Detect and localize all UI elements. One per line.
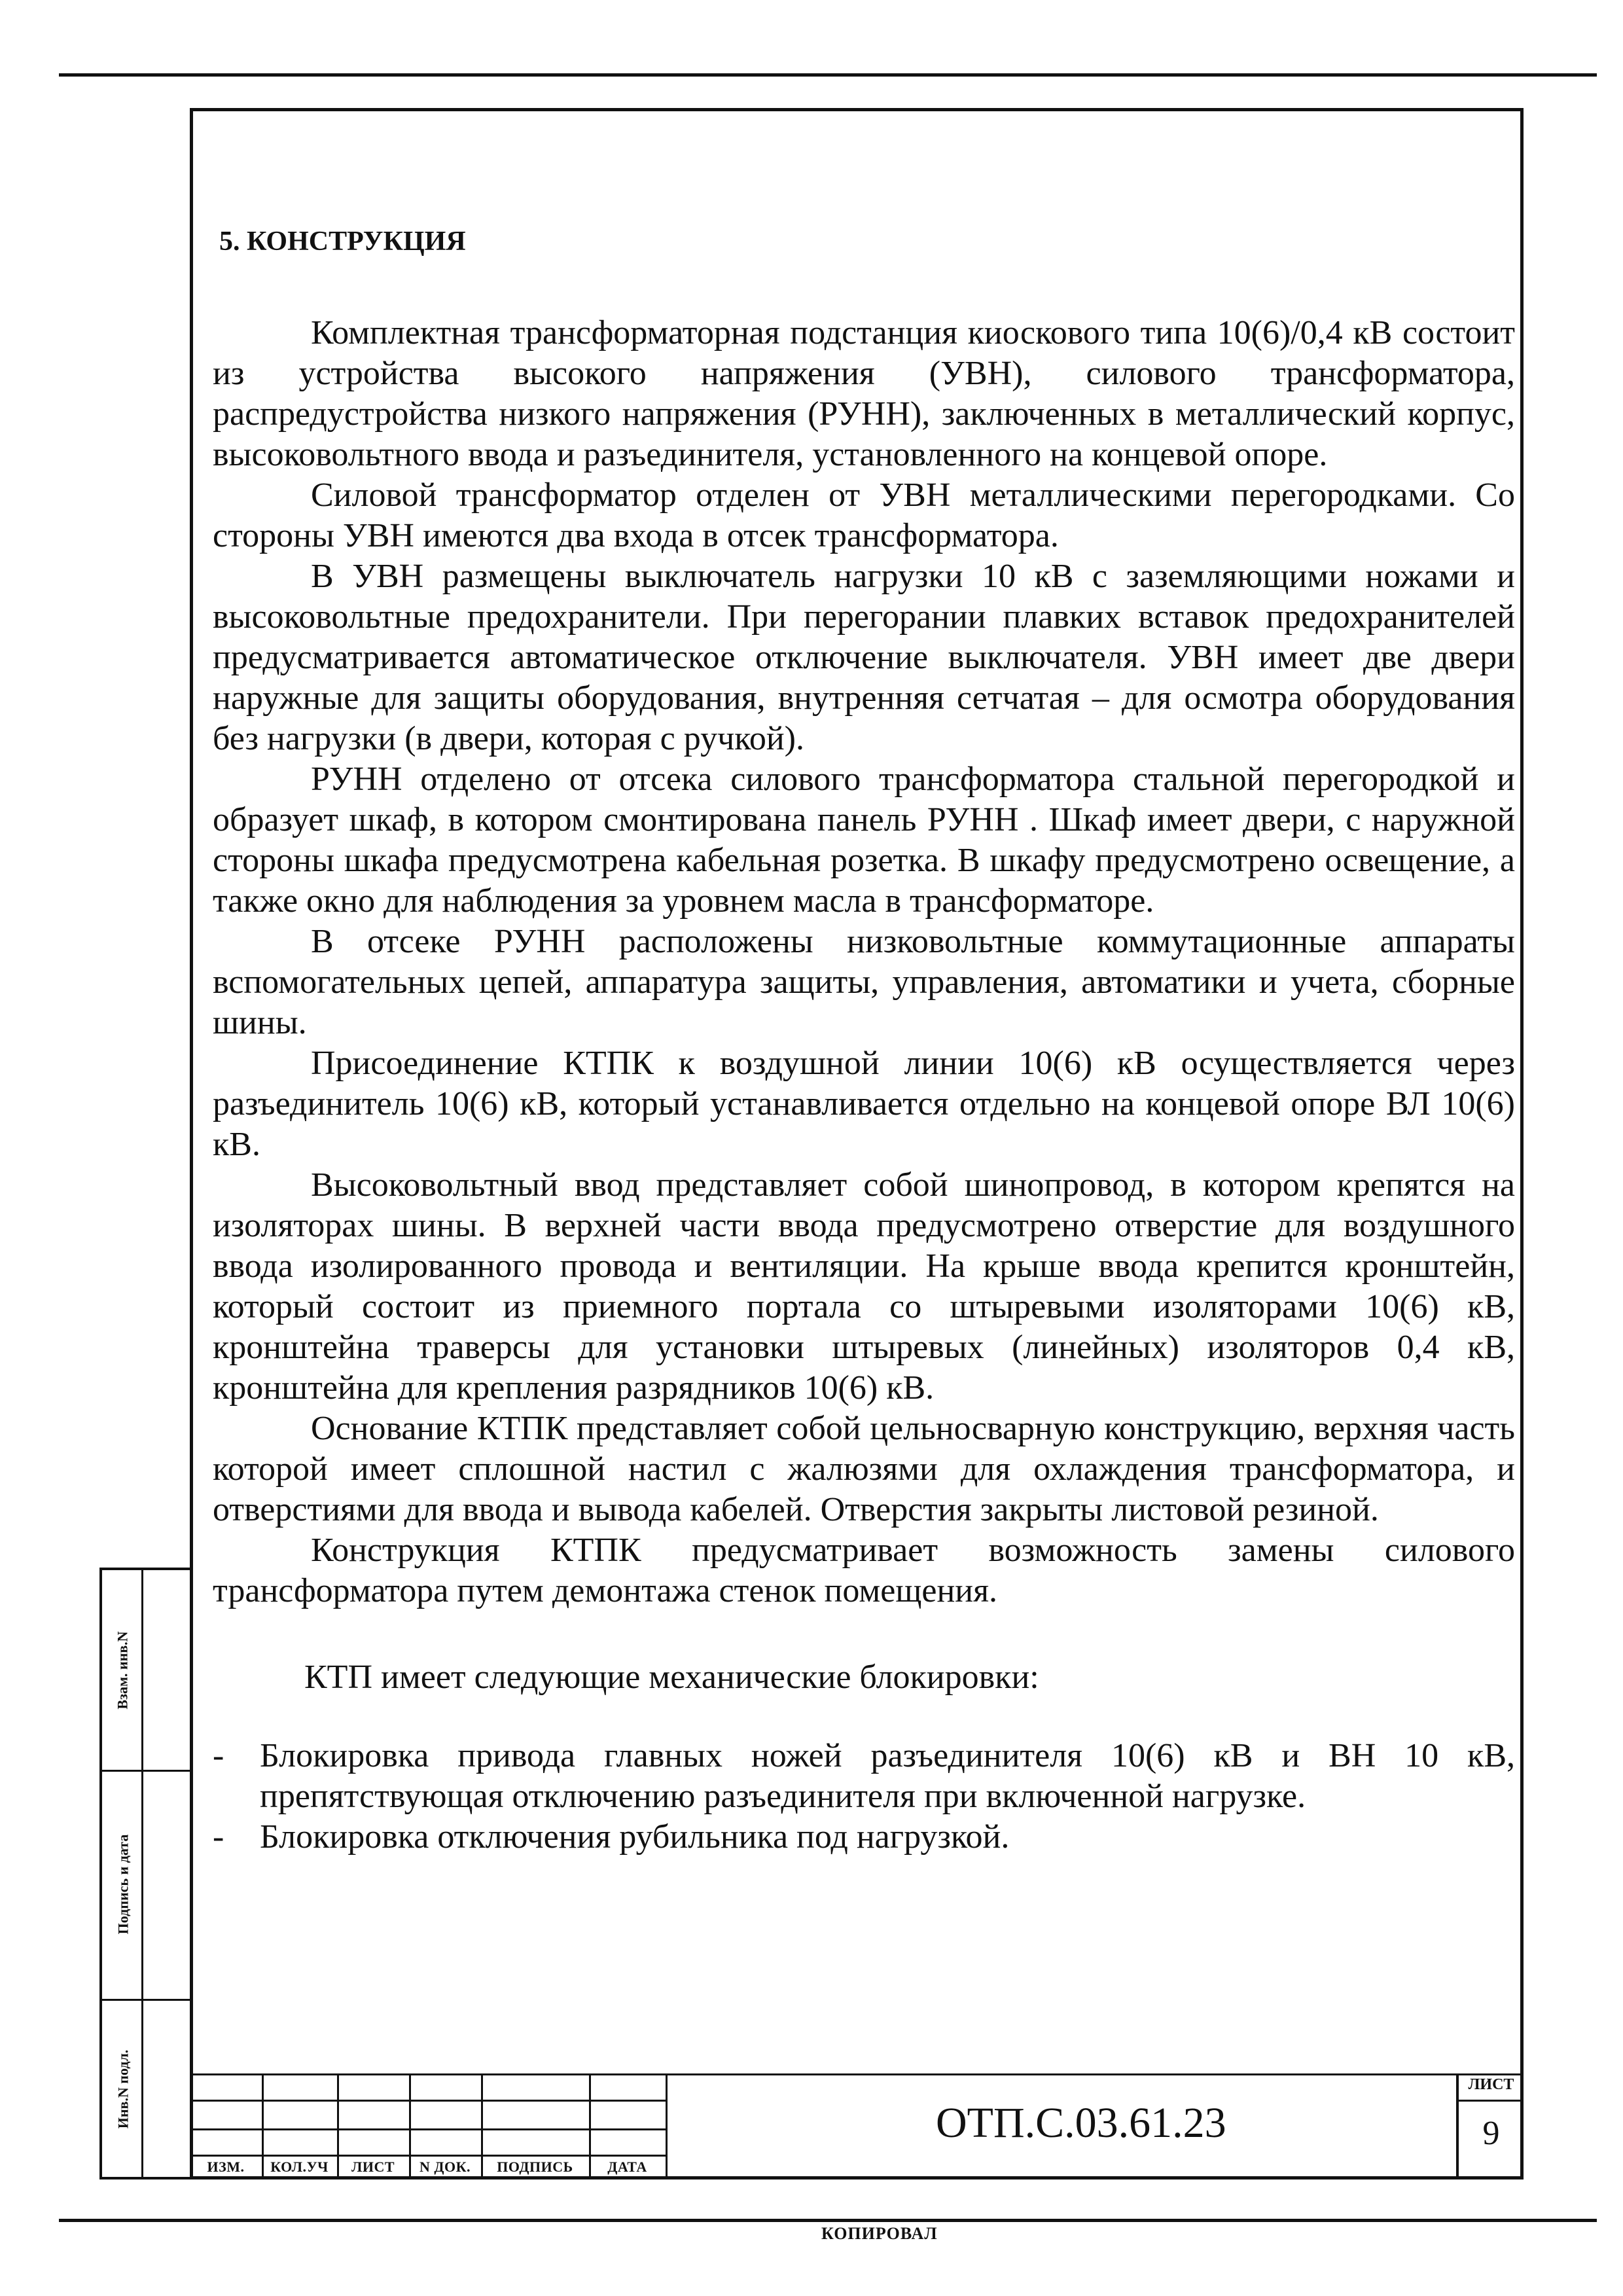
revision-table [190,2073,668,2179]
document-code: ОТП.С.03.61.23 [936,2099,1226,2147]
paragraph: Комплектная трансформаторная подстанция киоскового типа 10(6)/0,4 кВ состоит из устройства высокого напряжения (УВН), силового трансформатора, распредустройства низкого напряжения (РУНН), заключенных в металлический корпус, высоковольтного ввода и разъединителя, установленного на концевой опоре. [213,314,1515,473]
column-header: ЛИСТ [351,2159,395,2175]
paragraph: Конструкция КТПК предусматривает возможность замены силового трансформатора путем демонтажа стенок помещения. [213,1532,1515,1609]
document-body [213,226,1515,1857]
list-item [213,1736,1515,1817]
title-block [190,2073,1524,2179]
list-item-text: Блокировка отключения рубильника под нагрузкой. [260,1818,1010,1856]
column-header: ДАТА [607,2159,647,2175]
paragraph: Основание КТПК представляет собой цельносварную конструкцию, верхняя часть которой имеет сплошной настил с жалюзями для охлаждения трансформатора, и отверстиями для ввода и вывода кабелей. Отверстия закрыты листовой резиной. [213,1410,1515,1528]
sheet-number: 9 [1482,2115,1500,2152]
side-label-inv-replace: Взам. инв.N [115,1630,131,1710]
side-label-sign-date: Подпись и дата [115,1834,132,1935]
side-label-inv-orig: Инв.N подл. [115,2049,132,2129]
locks-intro: КТП имеет следующие механические блокировки: [304,1659,1039,1696]
paragraph: В УВН размещены выключатель нагрузки 10 кВ с заземляющими ножами и высоковольтные предохранители. При перегорании плавких вставок предохранителей предусматривается автоматическое отключение выключателя. УВН имеет две двери наружные для защиты оборудования, внутренняя сетчатая – для осмотра оборудования без нагрузки (в двери, которая с ручкой). [213,558,1515,757]
bullet-dash: - [213,1818,224,1856]
column-header: ПОДПИСЬ [497,2159,573,2175]
list-item-text: Блокировка привода главных ножей разъединителя 10(6) кВ и ВН 10 кВ, препятствующая отключению разъединителя при включенной нагрузке. [260,1737,1515,1815]
column-header: N ДОК. [419,2159,471,2175]
sheet-box [1456,2073,1524,2179]
column-header: ИЗМ. [207,2159,245,2175]
section-title: 5. КОНСТРУКЦИЯ [219,226,466,257]
side-stamp [99,1568,190,2179]
top-rule [59,73,1597,77]
paragraph: Присоединение КТПК к воздушной линии 10(6) кВ осуществляется через разъединитель 10(6) кВ, который устанавливается отдельно на концевой опоре ВЛ 10(6) кВ. [213,1045,1515,1163]
column-header: КОЛ.УЧ [270,2159,329,2175]
footer-copied: КОПИРОВАЛ [821,2224,938,2243]
paragraph: В отсеке РУНН расположены низковольтные коммутационные аппараты вспомогательных цепей, аппаратура защиты, управления, автоматики и учета, сборные шины. [213,923,1515,1041]
paragraph: Высоковольтный ввод представляет собой шинопровод, в котором крепятся на изоляторах шины. В верхней части ввода предусмотрено отверстие для воздушного ввода изолированного провода и вентиляции. На крыше ввода крепится кронштейн, который состоит из приемного портала со штыревыми изоляторами 10(6) кВ, кронштейна траверсы для установки штыревых (линейных) изоляторов 0,4 кВ, кронштейна для крепления разрядников 10(6) кВ. [213,1166,1515,1407]
bullet-dash: - [213,1737,224,1774]
paragraph: РУНН отделено от отсека силового трансформатора стальной перегородкой и образует шкаф, в котором смонтирована панель РУНН . Шкаф имеет двери, с наружной стороны шкафа предусмотрена кабельная розетка. В шкафу предусмотрено освещение, а также окно для наблюдения за уровнем масла в трансформаторе. [213,761,1515,920]
list-item [213,1817,1515,1857]
bottom-rule [59,2219,1597,2222]
sheet-label: ЛИСТ [1468,2076,1514,2093]
paragraph: Силовой трансформатор отделен от УВН металлическими перегородками. Со стороны УВН имеются два входа в отсек трансформатора. [213,476,1515,554]
